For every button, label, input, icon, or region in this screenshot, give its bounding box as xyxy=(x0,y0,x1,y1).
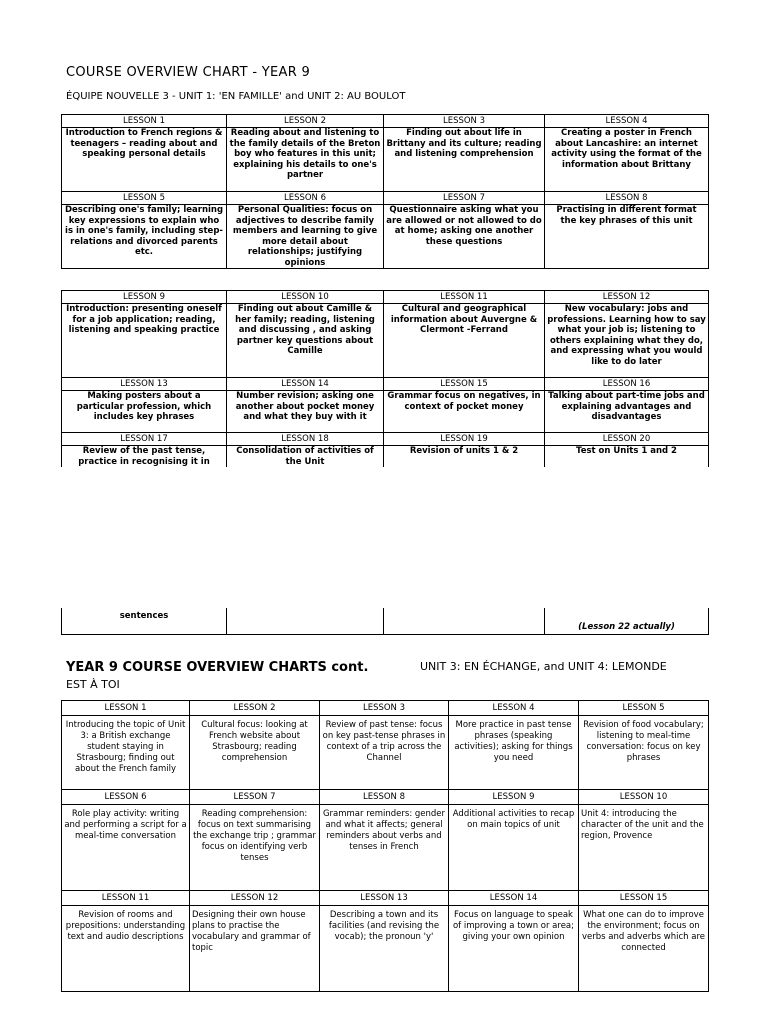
lesson-cell: Making posters about a particular profession, which includes key phrases xyxy=(62,391,227,433)
lesson-header: LESSON 3 xyxy=(384,115,545,128)
table-row xyxy=(62,716,709,790)
overview-table-units-2-continued xyxy=(61,608,709,635)
lesson-header: LESSON 10 xyxy=(227,291,384,304)
lesson-cell xyxy=(227,608,384,634)
table-header-row xyxy=(62,891,709,906)
lesson-cell: (Lesson 22 actually) xyxy=(545,608,709,634)
lesson-header: LESSON 7 xyxy=(190,790,320,805)
lesson-cell: Revision of units 1 & 2 xyxy=(384,446,545,468)
lesson-cell: Introducing the topic of Unit 3: a British exchange student staying in Strasbourg; finding out about the French family xyxy=(62,716,190,790)
lesson-cell: Unit 4: introducing the character of the unit and the region, Provence xyxy=(579,805,709,891)
lesson-header: LESSON 9 xyxy=(449,790,579,805)
chart-title: COURSE OVERVIEW CHART - YEAR 9 xyxy=(66,65,311,80)
lesson-cell: Focus on language to speak of improving a town or area; giving your own opinion xyxy=(449,906,579,992)
section-title: YEAR 9 COURSE OVERVIEW CHARTS cont. xyxy=(66,660,369,675)
lesson-header: LESSON 14 xyxy=(227,378,384,391)
table-row xyxy=(62,391,709,433)
table-header-row xyxy=(62,701,709,716)
lesson-header: LESSON 14 xyxy=(449,891,579,906)
lesson-cell: More practice in past tense phrases (speaking activities); asking for things you need xyxy=(449,716,579,790)
lesson-header: LESSON 9 xyxy=(62,291,227,304)
lesson-header: LESSON 15 xyxy=(579,891,709,906)
lesson-cell: sentences xyxy=(62,608,227,634)
lesson-header: LESSON 12 xyxy=(545,291,709,304)
lesson-header: LESSON 2 xyxy=(190,701,320,716)
lesson-header: LESSON 5 xyxy=(579,701,709,716)
table-row xyxy=(62,805,709,891)
lesson-header: LESSON 8 xyxy=(320,790,449,805)
lesson-cell: Reading about and listening to the family details of the Breton boy who features in this unit; explaining his details to one's partner xyxy=(227,128,384,192)
lesson-cell: Practising in different format the key phrases of this unit xyxy=(545,205,709,269)
lesson-header: LESSON 20 xyxy=(545,433,709,446)
lesson-cell: Talking about part-time jobs and explaining advantages and disadvantages xyxy=(545,391,709,433)
lesson-cell: Designing their own house plans to practise the vocabulary and grammar of topic xyxy=(190,906,320,992)
lesson-header: LESSON 12 xyxy=(190,891,320,906)
table-header-row xyxy=(62,433,709,446)
lesson-cell: Grammar reminders: gender and what it affects; general reminders about verbs and tenses in French xyxy=(320,805,449,891)
lesson-cell: Cultural focus: looking at French website about Strasbourg; reading comprehension xyxy=(190,716,320,790)
lesson-cell: Review of past tense: focus on key past-tense phrases in context of a trip across the Channel xyxy=(320,716,449,790)
overview-table-units-1 xyxy=(61,114,709,269)
lesson-cell: Introduction to French regions & teenagers – reading about and speaking personal details xyxy=(62,128,227,192)
lesson-cell: Finding out about life in Brittany and its culture; reading and listening comprehension xyxy=(384,128,545,192)
lesson-header: LESSON 13 xyxy=(62,378,227,391)
lesson-cell: Reading comprehension: focus on text summarising the exchange trip ; grammar focus on identifying verb tenses xyxy=(190,805,320,891)
lesson-cell: Revision of food vocabulary; listening to meal-time conversation: focus on key phrases xyxy=(579,716,709,790)
lesson-cell: New vocabulary: jobs and professions. Learning how to say what your job is; listening to others explaining what they do, and expressing what you would like to do later xyxy=(545,304,709,378)
lesson-header: LESSON 2 xyxy=(227,115,384,128)
lesson-header: LESSON 13 xyxy=(320,891,449,906)
lesson-header: LESSON 4 xyxy=(545,115,709,128)
lesson-cell: Number revision; asking one another about pocket money and what they buy with it xyxy=(227,391,384,433)
lesson-header: LESSON 18 xyxy=(227,433,384,446)
table-row xyxy=(62,608,709,634)
lesson-header: LESSON 16 xyxy=(545,378,709,391)
lesson-header: LESSON 10 xyxy=(579,790,709,805)
lesson-header: LESSON 11 xyxy=(62,891,190,906)
table-row xyxy=(62,446,709,468)
table-row xyxy=(62,906,709,992)
table-row xyxy=(62,128,709,192)
lesson-header: LESSON 6 xyxy=(62,790,190,805)
table-row xyxy=(62,304,709,378)
lesson-cell: Additional activities to recap on main topics of unit xyxy=(449,805,579,891)
table-header-row xyxy=(62,790,709,805)
lesson-cell: Revision of rooms and prepositions: understanding text and audio descriptions xyxy=(62,906,190,992)
table-row xyxy=(62,205,709,269)
lesson-cell: Describing one's family; learning key expressions to explain who is in one's family, including step-relations and divorced parents etc. xyxy=(62,205,227,269)
lesson-cell: Questionnaire asking what you are allowed or not allowed to do at home; asking one another these questions xyxy=(384,205,545,269)
lesson-header: LESSON 7 xyxy=(384,192,545,205)
table-header-row xyxy=(62,192,709,205)
lesson-header: LESSON 19 xyxy=(384,433,545,446)
lesson-cell: Consolidation of activities of the Unit xyxy=(227,446,384,468)
lesson-header: LESSON 17 xyxy=(62,433,227,446)
lesson-header: LESSON 6 xyxy=(227,192,384,205)
lesson-header: LESSON 1 xyxy=(62,701,190,716)
lesson-cell: Grammar focus on negatives, in context of pocket money xyxy=(384,391,545,433)
units-label-continued: EST À TOI xyxy=(66,678,120,691)
lesson-header: LESSON 5 xyxy=(62,192,227,205)
lesson-header: LESSON 15 xyxy=(384,378,545,391)
overview-table-units-3-4 xyxy=(61,700,709,992)
lesson-cell: Personal Qualities: focus on adjectives to describe family members and learning to give more detail about relationships; justifying opinions xyxy=(227,205,384,269)
chart-subtitle: ÉQUIPE NOUVELLE 3 - UNIT 1: 'EN FAMILLE' and UNIT 2: AU BOULOT xyxy=(66,91,406,102)
table-header-row xyxy=(62,378,709,391)
lesson-cell: What one can do to improve the environment; focus on verbs and adverbs which are connected xyxy=(579,906,709,992)
lesson-cell: Introduction: presenting oneself for a job application; reading, listening and speaking practice xyxy=(62,304,227,378)
lesson-cell: Cultural and geographical information about Auvergne & Clermont -Ferrand xyxy=(384,304,545,378)
table-header-row xyxy=(62,291,709,304)
lesson-header: LESSON 1 xyxy=(62,115,227,128)
lesson-cell: Role play activity: writing and performing a script for a meal-time conversation xyxy=(62,805,190,891)
lesson-header: LESSON 4 xyxy=(449,701,579,716)
table-header-row xyxy=(62,115,709,128)
lesson-header: LESSON 11 xyxy=(384,291,545,304)
lesson-cell: Finding out about Camille & her family; reading, listening and discussing , and asking partner key questions about Camille xyxy=(227,304,384,378)
lesson-cell: Creating a poster in French about Lancashire: an internet activity using the format of the information about Brittany xyxy=(545,128,709,192)
lesson-cell: Describing a town and its facilities (and revising the vocab); the pronoun 'y' xyxy=(320,906,449,992)
lesson-header: LESSON 3 xyxy=(320,701,449,716)
lesson-cell: Test on Units 1 and 2 xyxy=(545,446,709,468)
units-label: UNIT 3: EN ÉCHANGE, and UNIT 4: LEMONDE xyxy=(420,660,667,673)
lesson-cell xyxy=(384,608,545,634)
lesson-cell: Review of the past tense, practice in recognising it in xyxy=(62,446,227,468)
lesson-header: LESSON 8 xyxy=(545,192,709,205)
overview-table-units-2 xyxy=(61,290,709,467)
